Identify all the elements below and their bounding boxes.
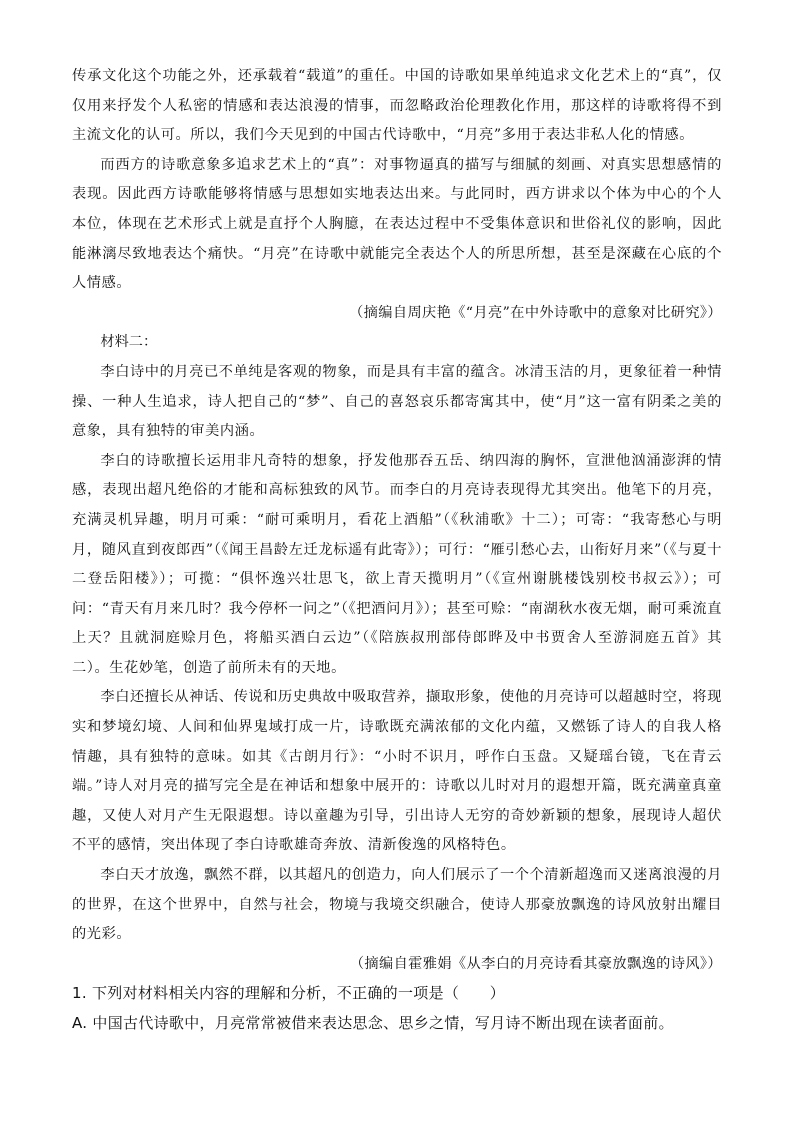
material-two-label: 材料二： <box>100 334 158 351</box>
material-two-paragraph-4: 李白天才放逸，飘然不群，以其超凡的创造力，向人们展示了一个个清新超逸而又迷离浪漫的月的世界，在这个世界中，自然与社会，物境与我境交织融合，使诗人那豪放飘逸的诗风放射出耀目的光彩。 <box>72 867 722 943</box>
material-one-source: （摘编自周庆艳《“月亮”在中外诗歌中的意象对比研究》） <box>349 304 722 321</box>
material-two-source: （摘编自霍雅娟《从李白的月亮诗看其豪放飘逸的诗风》） <box>349 955 722 972</box>
material-two-paragraph-1: 李白诗中的月亮已不单纯是客观的物象，而是具有丰富的蕴含。冰清玉洁的月，更象征着一种情操、一种人生追求，诗人把自己的“梦”、自己的喜怒哀乐都寄寓其中，使“月”这一富有阴柔之美的意象，具有独特的审美内涵。 <box>72 363 722 440</box>
material-one-paragraph-2: 而西方的诗歌意象多追求艺术上的“真”：对事物逼真的描写与细腻的刻画、对真实思想感情的表现。因此西方诗歌能够将情感与思想如实地表达出来。与此同时，西方讲求以个体为中心的个人本位，体现在艺术形式上就是直抒个人胸臆，在表达过程中不受集体意识和世俗礼仪的影响，因此能淋漓尽致地表达个痛快。“月亮”在诗歌中就能完全表达个人的所思所想，甚至是深藏在心底的个人情感。 <box>72 156 722 292</box>
material-two-paragraph-3: 李白还擅长从神话、传说和历史典故中吸取营养，撷取形象，使他的月亮诗可以超越时空，将现实和梦境幻境、人间和仙界鬼域打成一片，诗歌既充满浓郁的文化内蕴，又燃铄了诗人的自我人格情趣，具有独特的意味。如其《古朗月行》：“小时不识月，呼作白玉盘。又疑瑶台镜，飞在青云端。”诗人对月亮的描写完全是在神话和想象中展开的：诗歌以儿时对月的遐想开篇，既充满童真童趣，又使人对月产生无限遐想。诗以童趣为引导，引出诗人无穷的奇妙新颖的想象，展现诗人超伏不平的感情，突出体现了李白诗歌雄奇奔放、清新俊逸的风格特色。 <box>72 689 722 854</box>
question-stem: 1. 下列对材料相关内容的理解和分析，不正确的一项是（ ） <box>72 984 506 1003</box>
question-option-a: A. 中国古代诗歌中，月亮常常被借来表达思念、思乡之情，写月诗不断出现在读者面前。 <box>72 1014 674 1032</box>
material-one-paragraph-1: 传承文化这个功能之外，还承载着“载道”的重任。中国的诗歌如果单纯追求文化艺术上的“真”，仅仅用来抒发个人私密的情感和表达浪漫的情事，而忽略政治伦理教化作用，那这样的诗歌将得不到主流文化的认可。所以，我们今天见到的中国古代诗歌中，“月亮”多用于表达非私人化的情感。 <box>72 68 722 144</box>
material-two-paragraph-2: 李白的诗歌擅长运用非凡奇特的想象，抒发他那吞五岳、纳四海的胸怀，宣泄他汹涌澎湃的情感，表现出超凡绝俗的才能和高标独致的风节。而李白的月亮诗表现得尤其突出。他笔下的月亮，充满灵机异趣，明月可乘：“耐可乘明月，看花上酒船”（《秋浦歌》十二）；可寄：“我寄愁心与明月，随风直到夜郎西”（《闻王昌龄左迁龙标遥有此寄》）；可行：“雁引愁心去，山衔好月来”（《与夏十二登岳阳楼》）；可揽：“俱怀逸兴壮思飞，欲上青天揽明月”（《宣州谢朓楼饯别校书叔云》）；可问：“青天有月来几时？我今停杯一问之”（《把酒问月》）；甚至可赊：“南湖秋水夜无烟，耐可乘流直上天？且就洞庭赊月色，将船买酒白云边”（《陪族叔刑部侍郎晔及中书贾舍人至游洞庭五首》其二）。生花妙笔，创造了前所未有的天地。 <box>72 452 722 676</box>
document-page <box>72 62 722 1039</box>
